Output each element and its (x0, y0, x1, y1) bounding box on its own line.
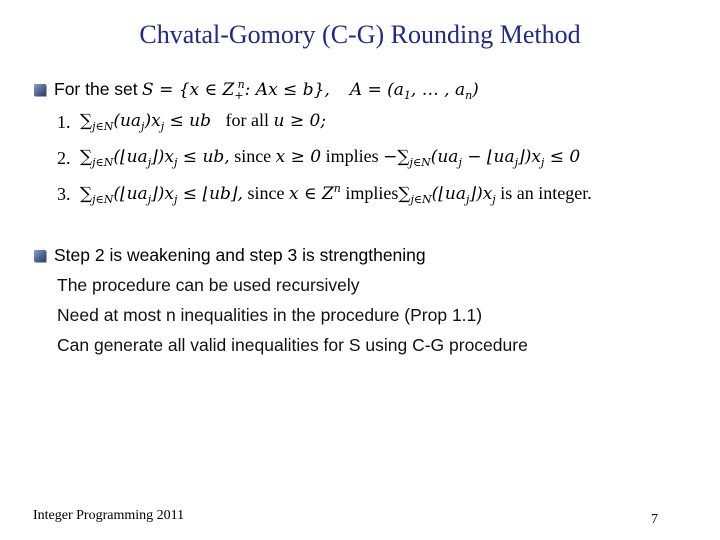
bullet-observations: Step 2 is weakening and step 3 is strengthening (34, 245, 426, 266)
step-3: $\sum_{j\in N}(⌊ua_j⌋)x_j$ ≤ ⌊ub⌋, since x ∈ $Z^n$ $implies\sum_{j\in N}(⌊ua_j⌋)x_j$ is an integer. (80, 182, 592, 206)
page-number: 7 (651, 512, 658, 527)
observation-line: Need at most n inequalities in the procedure (Prop 1.1) (57, 305, 483, 325)
bullet-set-definition: For the set S = {x ∈ $Z_+^n$: Ax ≤ b}, $A = (a_1$, … , $a_n$) (34, 78, 479, 102)
observation-line: Can generate all valid inequalities for S using C-G procedure (57, 335, 528, 355)
slide-title: Chvatal-Gomory (C-G) Rounding Method (139, 20, 581, 49)
step-2: $\sum_{j\in N}(⌊ua_j⌋)x_j$ ≤ ub, since x ≥ 0 implies $-\sum_{j\in N}(ua_j$ − $⌊ua_j⌋)x_j \le 0$ (80, 146, 581, 169)
set-definition: S = {x ∈ $Z_+^n$: Ax ≤ b}, (142, 78, 330, 102)
step-1: $\sum_{j\in N}(ua_j)x_j$ ≤ ub for all u ≥ 0; (80, 110, 327, 133)
bullet-icon (34, 250, 46, 262)
observation-line: The procedure can be used recursively (57, 275, 360, 295)
step-number: 1. (57, 112, 71, 132)
bullet-icon (34, 84, 46, 96)
footer-course: Integer Programming 2011 (33, 508, 185, 523)
step-number: 2. (57, 148, 71, 168)
step-number: 3. (57, 184, 71, 204)
matrix-definition: $A = (a_1$, … , $a_n$) (349, 80, 479, 102)
